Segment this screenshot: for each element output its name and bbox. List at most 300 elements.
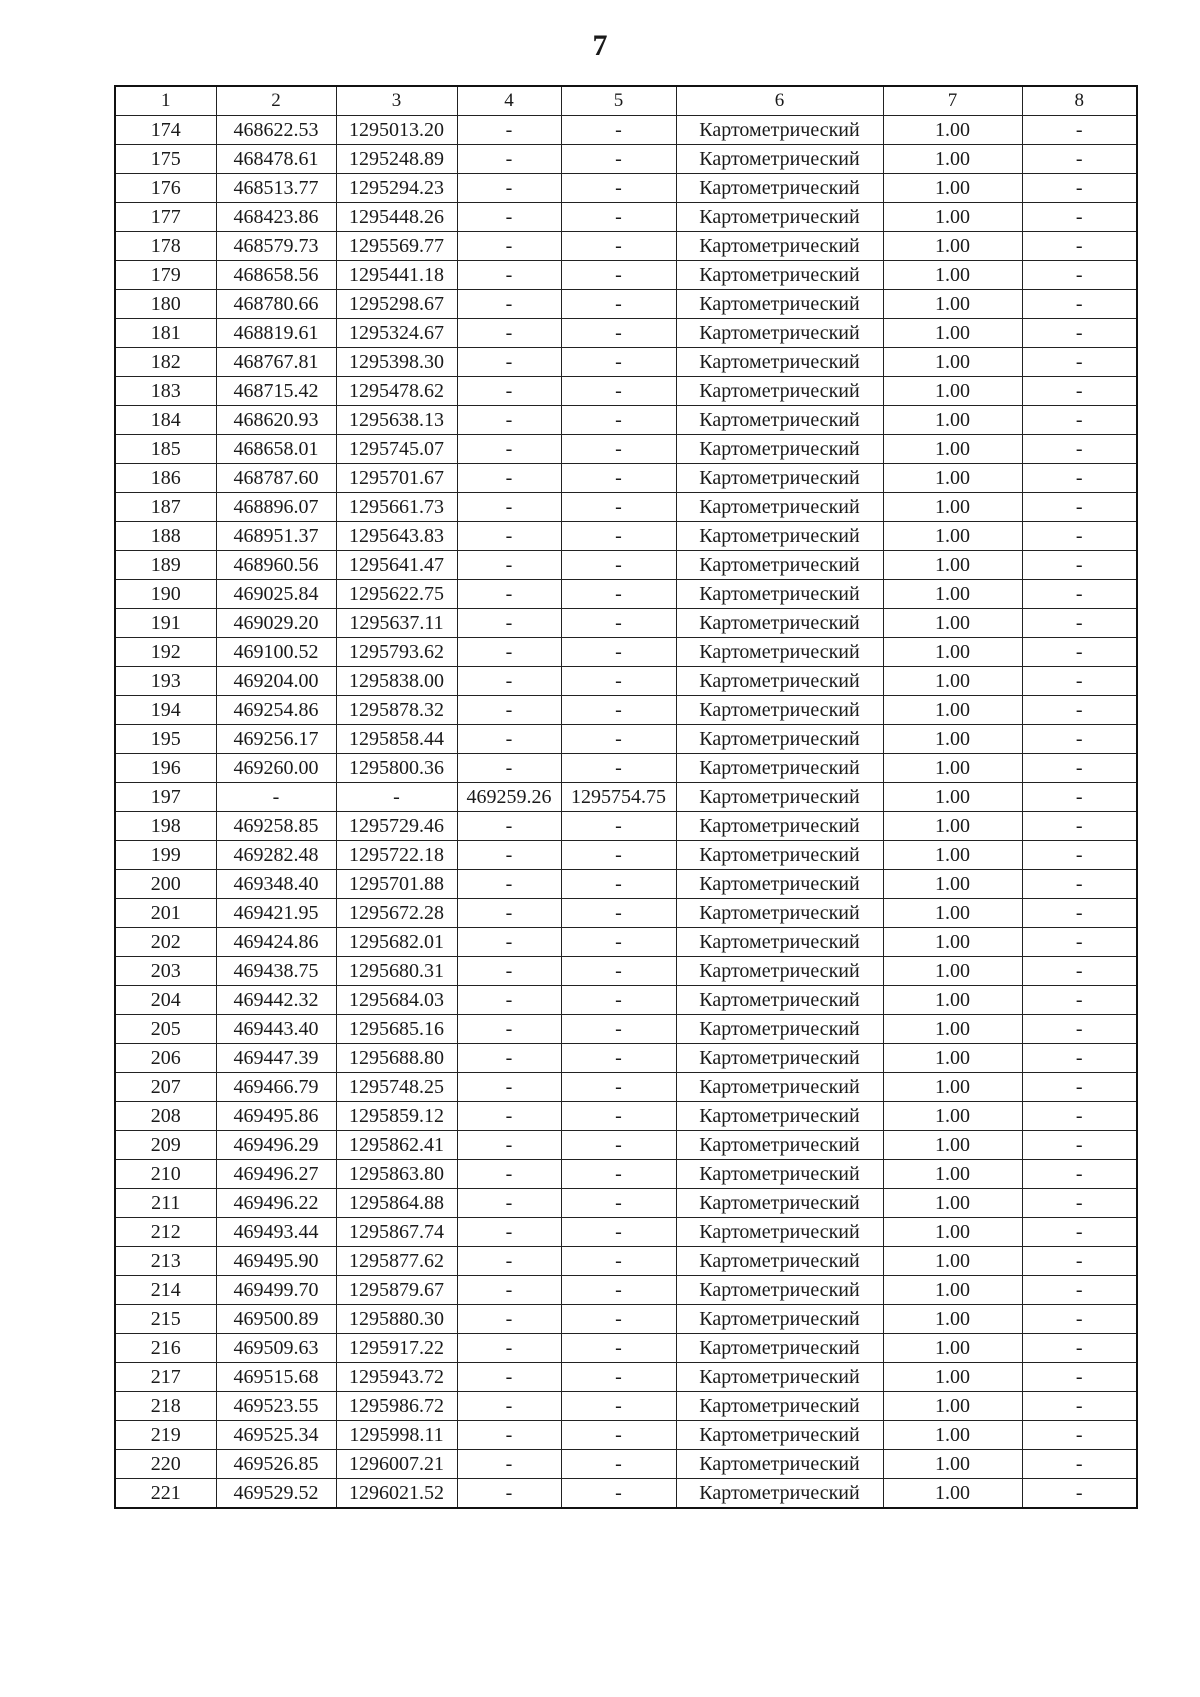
table-cell: - — [457, 1189, 561, 1218]
table-row — [115, 145, 1137, 174]
table-cell: Картометрический — [676, 667, 883, 696]
table-cell: - — [457, 1276, 561, 1305]
table-cell: - — [1022, 1015, 1137, 1044]
table-cell: 469443.40 — [216, 1015, 336, 1044]
table-cell: 469438.75 — [216, 957, 336, 986]
table-cell: - — [1022, 1131, 1137, 1160]
table-cell: Картометрический — [676, 203, 883, 232]
table-cell: - — [561, 522, 676, 551]
table-cell: Картометрический — [676, 1189, 883, 1218]
table-cell: 469496.22 — [216, 1189, 336, 1218]
table-cell: - — [561, 1363, 676, 1392]
table-cell: 1.00 — [883, 1450, 1022, 1479]
table-cell: 1295248.89 — [336, 145, 457, 174]
table-cell: - — [561, 232, 676, 261]
table-cell: - — [1022, 638, 1137, 667]
table-cell: 468951.37 — [216, 522, 336, 551]
table-cell: - — [561, 609, 676, 638]
table-cell: - — [1022, 116, 1137, 145]
table-cell: - — [1022, 928, 1137, 957]
table-row — [115, 348, 1137, 377]
table-cell: 207 — [115, 1073, 216, 1102]
table-cell: - — [457, 1421, 561, 1450]
table-cell: 182 — [115, 348, 216, 377]
table-cell: - — [1022, 609, 1137, 638]
table-cell: 174 — [115, 116, 216, 145]
table-cell: Картометрический — [676, 812, 883, 841]
table-row — [115, 1189, 1137, 1218]
table-cell: 1295748.25 — [336, 1073, 457, 1102]
table-cell: 1.00 — [883, 1421, 1022, 1450]
table-cell: 191 — [115, 609, 216, 638]
table-cell: - — [561, 1131, 676, 1160]
table-cell: Картометрический — [676, 435, 883, 464]
table-cell: 1.00 — [883, 261, 1022, 290]
table-row — [115, 1392, 1137, 1421]
table-row — [115, 1102, 1137, 1131]
table-cell: 1.00 — [883, 1363, 1022, 1392]
table-cell: 469282.48 — [216, 841, 336, 870]
table-cell: 469499.70 — [216, 1276, 336, 1305]
table-cell: 1.00 — [883, 841, 1022, 870]
table-cell: - — [561, 1421, 676, 1450]
table-row — [115, 580, 1137, 609]
table-cell: - — [1022, 1421, 1137, 1450]
table-cell: 1.00 — [883, 928, 1022, 957]
table-cell: Картометрический — [676, 1450, 883, 1479]
table-cell: - — [457, 464, 561, 493]
table-row — [115, 986, 1137, 1015]
table-cell: - — [1022, 1102, 1137, 1131]
table-cell: - — [457, 667, 561, 696]
table-row — [115, 638, 1137, 667]
table-cell: 1295917.22 — [336, 1334, 457, 1363]
table-cell: - — [561, 812, 676, 841]
table-cell: - — [1022, 464, 1137, 493]
table-cell: - — [457, 261, 561, 290]
table-cell: 1295569.77 — [336, 232, 457, 261]
table-cell: - — [457, 1015, 561, 1044]
table-row — [115, 406, 1137, 435]
table-cell: Картометрический — [676, 1421, 883, 1450]
table-cell: - — [1022, 754, 1137, 783]
table-cell: Картометрический — [676, 1160, 883, 1189]
table-cell: - — [561, 1189, 676, 1218]
table-cell: - — [561, 406, 676, 435]
table-cell: 215 — [115, 1305, 216, 1334]
table-cell: - — [561, 1334, 676, 1363]
table-cell: 1.00 — [883, 377, 1022, 406]
table-cell: 178 — [115, 232, 216, 261]
table-cell: 176 — [115, 174, 216, 203]
table-cell: - — [457, 1131, 561, 1160]
table-cell: 469442.32 — [216, 986, 336, 1015]
table-cell: - — [561, 725, 676, 754]
table-cell: - — [561, 377, 676, 406]
table-cell: - — [457, 812, 561, 841]
table-cell: 1295682.01 — [336, 928, 457, 957]
table-cell: 1.00 — [883, 1479, 1022, 1509]
table-cell: 192 — [115, 638, 216, 667]
table-cell: 1295862.41 — [336, 1131, 457, 1160]
table-row — [115, 1479, 1137, 1509]
table-cell: Картометрический — [676, 290, 883, 319]
table-cell: 213 — [115, 1247, 216, 1276]
table-cell: - — [457, 870, 561, 899]
table-cell: 1295800.36 — [336, 754, 457, 783]
table-cell: 1295680.31 — [336, 957, 457, 986]
table-cell: 1.00 — [883, 1305, 1022, 1334]
table-cell: - — [561, 928, 676, 957]
table-cell: - — [457, 1363, 561, 1392]
table-cell: 1.00 — [883, 174, 1022, 203]
table-cell: - — [1022, 1218, 1137, 1247]
table-cell: 1295877.62 — [336, 1247, 457, 1276]
table-cell: 1295722.18 — [336, 841, 457, 870]
table-cell: - — [561, 116, 676, 145]
table-cell: - — [1022, 232, 1137, 261]
table-cell: - — [561, 1305, 676, 1334]
table-cell: 469204.00 — [216, 667, 336, 696]
table-cell: 469495.90 — [216, 1247, 336, 1276]
table-row — [115, 1334, 1137, 1363]
table-cell: - — [457, 754, 561, 783]
table-cell: 190 — [115, 580, 216, 609]
table-cell: 210 — [115, 1160, 216, 1189]
table-cell: 195 — [115, 725, 216, 754]
table-cell: 1.00 — [883, 203, 1022, 232]
table-cell: Картометрический — [676, 174, 883, 203]
table-cell: 469260.00 — [216, 754, 336, 783]
table-cell: - — [1022, 725, 1137, 754]
table-row — [115, 783, 1137, 812]
table-cell: 1.00 — [883, 812, 1022, 841]
table-cell: 1.00 — [883, 899, 1022, 928]
table-cell: 1.00 — [883, 290, 1022, 319]
table-cell: 468787.60 — [216, 464, 336, 493]
table-cell: 468579.73 — [216, 232, 336, 261]
table-cell: - — [1022, 1044, 1137, 1073]
table-row — [115, 870, 1137, 899]
table-cell: 220 — [115, 1450, 216, 1479]
table-cell: - — [1022, 290, 1137, 319]
table-cell: - — [561, 841, 676, 870]
table-cell: 1.00 — [883, 435, 1022, 464]
table-cell: 469496.29 — [216, 1131, 336, 1160]
table-cell: Картометрический — [676, 493, 883, 522]
table-cell: Картометрический — [676, 1363, 883, 1392]
table-cell: - — [1022, 203, 1137, 232]
table-cell: Картометрический — [676, 522, 883, 551]
table-cell: Картометрический — [676, 348, 883, 377]
table-cell: 469447.39 — [216, 1044, 336, 1073]
table-row — [115, 1305, 1137, 1334]
table-cell: 181 — [115, 319, 216, 348]
table-cell: - — [561, 261, 676, 290]
table-cell: 186 — [115, 464, 216, 493]
table-cell: 469259.26 — [457, 783, 561, 812]
table-cell: - — [457, 1450, 561, 1479]
table-cell: Картометрический — [676, 1015, 883, 1044]
table-row — [115, 1450, 1137, 1479]
table-row — [115, 1276, 1137, 1305]
table-cell: - — [1022, 435, 1137, 464]
table-cell: 469025.84 — [216, 580, 336, 609]
table-cell: 214 — [115, 1276, 216, 1305]
table-cell: Картометрический — [676, 406, 883, 435]
table-cell: 469509.63 — [216, 1334, 336, 1363]
table-cell: 1.00 — [883, 232, 1022, 261]
table-cell: - — [561, 174, 676, 203]
table-cell: - — [561, 754, 676, 783]
table-cell: 1.00 — [883, 870, 1022, 899]
table-cell: Картометрический — [676, 986, 883, 1015]
table-cell: 1.00 — [883, 1160, 1022, 1189]
table-cell: 1295398.30 — [336, 348, 457, 377]
table-cell: 211 — [115, 1189, 216, 1218]
table-row — [115, 1218, 1137, 1247]
table-cell: 468423.86 — [216, 203, 336, 232]
table-cell: - — [561, 580, 676, 609]
table-cell: - — [457, 551, 561, 580]
table-cell: 1.00 — [883, 609, 1022, 638]
table-row — [115, 377, 1137, 406]
table-cell: Картометрический — [676, 145, 883, 174]
table-cell: 1.00 — [883, 551, 1022, 580]
table-cell: 468780.66 — [216, 290, 336, 319]
table-cell: 1.00 — [883, 1218, 1022, 1247]
table-row — [115, 754, 1137, 783]
table-cell: - — [457, 1044, 561, 1073]
table-cell: - — [1022, 783, 1137, 812]
table-cell: - — [1022, 1479, 1137, 1509]
table-cell: Картометрический — [676, 1102, 883, 1131]
table-cell: Картометрический — [676, 725, 883, 754]
table-cell: - — [457, 145, 561, 174]
table-row — [115, 203, 1137, 232]
table-cell: 208 — [115, 1102, 216, 1131]
table-cell: - — [1022, 1189, 1137, 1218]
table-cell: 203 — [115, 957, 216, 986]
table-cell: 1295661.73 — [336, 493, 457, 522]
table-cell: Картометрический — [676, 696, 883, 725]
table-cell: - — [457, 580, 561, 609]
table-cell: - — [1022, 667, 1137, 696]
table-row — [115, 899, 1137, 928]
table-cell: 187 — [115, 493, 216, 522]
table-cell: 1.00 — [883, 1247, 1022, 1276]
table-cell: 468620.93 — [216, 406, 336, 435]
table-cell: 469525.34 — [216, 1421, 336, 1450]
table-cell: - — [457, 203, 561, 232]
table-cell: Картометрический — [676, 1218, 883, 1247]
table-cell: 1295622.75 — [336, 580, 457, 609]
table-cell: 468767.81 — [216, 348, 336, 377]
table-cell: 469029.20 — [216, 609, 336, 638]
table-cell: 1.00 — [883, 580, 1022, 609]
table-cell: 205 — [115, 1015, 216, 1044]
coordinates-table — [114, 85, 1138, 1509]
table-cell: 1295859.12 — [336, 1102, 457, 1131]
table-cell: - — [1022, 957, 1137, 986]
table-row — [115, 174, 1137, 203]
table-cell: 1.00 — [883, 319, 1022, 348]
table-cell: 1295637.11 — [336, 609, 457, 638]
table-cell: - — [561, 1218, 676, 1247]
table-cell: 204 — [115, 986, 216, 1015]
table-cell: Картометрический — [676, 1276, 883, 1305]
table-cell: Картометрический — [676, 551, 883, 580]
table-row — [115, 1363, 1137, 1392]
table-cell: - — [457, 406, 561, 435]
table-cell: - — [561, 1276, 676, 1305]
table-cell: - — [1022, 377, 1137, 406]
table-cell: - — [561, 493, 676, 522]
table-cell: - — [561, 1247, 676, 1276]
table-cell: Картометрический — [676, 232, 883, 261]
table-cell: - — [457, 522, 561, 551]
table-cell: 194 — [115, 696, 216, 725]
table-cell: 179 — [115, 261, 216, 290]
table-cell: - — [561, 696, 676, 725]
table-row — [115, 696, 1137, 725]
table-cell: - — [457, 1102, 561, 1131]
column-header: 2 — [216, 86, 336, 116]
table-cell: Картометрический — [676, 928, 883, 957]
table-cell: 193 — [115, 667, 216, 696]
table-cell: - — [457, 435, 561, 464]
table-row — [115, 957, 1137, 986]
table-cell: - — [457, 1479, 561, 1509]
table-cell: 1296007.21 — [336, 1450, 457, 1479]
table-cell: 1295701.88 — [336, 870, 457, 899]
table-cell: - — [561, 899, 676, 928]
table-row — [115, 725, 1137, 754]
table-cell: 469466.79 — [216, 1073, 336, 1102]
table-cell: - — [457, 1160, 561, 1189]
column-header: 7 — [883, 86, 1022, 116]
table-cell: - — [1022, 1276, 1137, 1305]
table-cell: Картометрический — [676, 377, 883, 406]
table-cell: 185 — [115, 435, 216, 464]
table-cell: - — [561, 203, 676, 232]
table-cell: - — [1022, 174, 1137, 203]
table-cell: - — [561, 319, 676, 348]
table-cell: - — [1022, 493, 1137, 522]
table-cell: 1.00 — [883, 348, 1022, 377]
table-cell: 1295863.80 — [336, 1160, 457, 1189]
table-cell: - — [1022, 899, 1137, 928]
table-cell: - — [561, 1073, 676, 1102]
table-cell: 468960.56 — [216, 551, 336, 580]
table-cell: - — [1022, 1305, 1137, 1334]
table-cell: Картометрический — [676, 1479, 883, 1509]
table-cell: 1295441.18 — [336, 261, 457, 290]
table-cell: - — [1022, 1334, 1137, 1363]
table-cell: 469258.85 — [216, 812, 336, 841]
table-cell: - — [1022, 870, 1137, 899]
table-cell: 1295864.88 — [336, 1189, 457, 1218]
table-cell: 1.00 — [883, 1334, 1022, 1363]
table-cell: 1.00 — [883, 522, 1022, 551]
table-cell: 468658.56 — [216, 261, 336, 290]
table-cell: - — [1022, 1450, 1137, 1479]
table-cell: 468896.07 — [216, 493, 336, 522]
table-cell: 221 — [115, 1479, 216, 1509]
table-cell: 1295998.11 — [336, 1421, 457, 1450]
table-cell: Картометрический — [676, 957, 883, 986]
table-cell: - — [561, 464, 676, 493]
table-cell: 1.00 — [883, 1044, 1022, 1073]
table-cell: 209 — [115, 1131, 216, 1160]
table-cell: 1.00 — [883, 145, 1022, 174]
table-cell: 1.00 — [883, 754, 1022, 783]
table-cell: 1.00 — [883, 957, 1022, 986]
table-body — [115, 116, 1137, 1509]
table-cell: - — [561, 1450, 676, 1479]
table-cell: 1.00 — [883, 1392, 1022, 1421]
table-row — [115, 609, 1137, 638]
table-cell: 1295684.03 — [336, 986, 457, 1015]
table-cell: - — [457, 1334, 561, 1363]
table-cell: - — [457, 116, 561, 145]
table-cell: 1295685.16 — [336, 1015, 457, 1044]
table-cell: - — [561, 638, 676, 667]
table-cell: 1.00 — [883, 1073, 1022, 1102]
table-cell: Картометрический — [676, 1044, 883, 1073]
table-cell: - — [561, 667, 676, 696]
table-cell: - — [457, 348, 561, 377]
table-cell: - — [1022, 1392, 1137, 1421]
table-cell: 1295793.62 — [336, 638, 457, 667]
table-cell: - — [1022, 348, 1137, 377]
table-cell: 175 — [115, 145, 216, 174]
table-row — [115, 841, 1137, 870]
table-cell: 1295013.20 — [336, 116, 457, 145]
table-row — [115, 1247, 1137, 1276]
table-cell: 1295478.62 — [336, 377, 457, 406]
table-row — [115, 319, 1137, 348]
table-header-row — [115, 86, 1137, 116]
table-cell: - — [1022, 986, 1137, 1015]
table-cell: 469526.85 — [216, 1450, 336, 1479]
table-cell: 1295701.67 — [336, 464, 457, 493]
table-cell: 1.00 — [883, 406, 1022, 435]
table-cell: 212 — [115, 1218, 216, 1247]
table-cell: - — [457, 1073, 561, 1102]
table-cell: 196 — [115, 754, 216, 783]
table-cell: Картометрический — [676, 580, 883, 609]
table-row — [115, 812, 1137, 841]
table-cell: 1295638.13 — [336, 406, 457, 435]
table-cell: 201 — [115, 899, 216, 928]
table-cell: 1295745.07 — [336, 435, 457, 464]
table-cell: 469424.86 — [216, 928, 336, 957]
table-cell: Картометрический — [676, 1334, 883, 1363]
table-cell: 469529.52 — [216, 1479, 336, 1509]
table-row — [115, 290, 1137, 319]
table-cell: - — [561, 1102, 676, 1131]
table-cell: - — [457, 928, 561, 957]
table-cell: - — [561, 348, 676, 377]
table-row — [115, 1160, 1137, 1189]
table-cell: - — [561, 957, 676, 986]
table-cell: 188 — [115, 522, 216, 551]
table-row — [115, 928, 1137, 957]
table-cell: - — [1022, 522, 1137, 551]
table-cell: - — [561, 1015, 676, 1044]
table-cell: 1295879.67 — [336, 1276, 457, 1305]
